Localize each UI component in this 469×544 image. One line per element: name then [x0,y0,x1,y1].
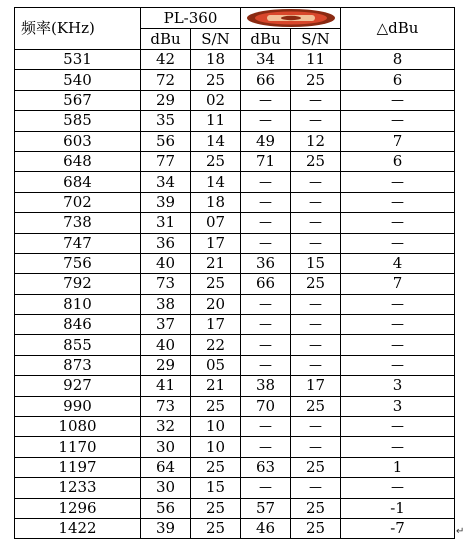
model-b-sn-cell: — [291,111,341,131]
delta-dbu-cell: — [341,335,455,355]
model-b-sn-cell: — [291,213,341,233]
table-row [15,498,455,518]
model-b-sn-cell: 15 [291,253,341,273]
model-b-sn-cell: 25 [291,151,341,171]
model-b-sn-cell: 25 [291,396,341,416]
model-a-sn-cell: 25 [191,151,241,171]
model-b-dbu-cell: 66 [241,274,291,294]
model-a-sn-cell: 07 [191,213,241,233]
model-b-dbu-cell: — [241,172,291,192]
table-body [15,50,455,539]
model-a-dbu-cell: 40 [141,253,191,273]
model-b-dbu-cell: 34 [241,50,291,70]
model-b-dbu-cell: 46 [241,518,291,538]
radio-brand-logo-icon [241,8,340,28]
model-b-dbu-cell: 71 [241,151,291,171]
frequency-cell: 1170 [15,437,141,457]
table-row [15,253,455,273]
model-a-sn-cell: 02 [191,90,241,110]
table-row [15,457,455,477]
delta-dbu-cell: 1 [341,457,455,477]
model-a-dbu-cell: 56 [141,498,191,518]
frequency-cell: 603 [15,131,141,151]
frequency-cell: 990 [15,396,141,416]
model-a-dbu-cell: 29 [141,90,191,110]
model-b-sn-cell: 17 [291,376,341,396]
model-b-sn-cell: — [291,294,341,314]
table-row [15,376,455,396]
frequency-cell: 873 [15,355,141,375]
table-row [15,274,455,294]
table-row [15,90,455,110]
table-row [15,335,455,355]
model-b-dbu-cell: — [241,90,291,110]
model-a-sn-cell: 20 [191,294,241,314]
model-b-dbu-cell: — [241,478,291,498]
model-b-sn-cell: — [291,437,341,457]
frequency-cell: 1422 [15,518,141,538]
frequency-cell: 585 [15,111,141,131]
delta-dbu-cell: — [341,355,455,375]
model-b-sn-cell: — [291,233,341,253]
table-row [15,131,455,151]
delta-dbu-cell: — [341,478,455,498]
model-a-sn-cell: 25 [191,518,241,538]
header-row-top [15,8,455,29]
model-b-dbu-cell: — [241,437,291,457]
model-b-dbu-cell: 36 [241,253,291,273]
model-a-dbu-cell: 37 [141,315,191,335]
model-a-sn-cell: 11 [191,111,241,131]
table-row [15,151,455,171]
model-b-sn-cell: 25 [291,518,341,538]
model-a-dbu-cell: 38 [141,294,191,314]
model-a-sn-cell: 17 [191,233,241,253]
delta-dbu-cell: — [341,437,455,457]
model-a-sn-cell: 15 [191,478,241,498]
delta-dbu-cell: — [341,294,455,314]
model-a-sn-header: S/N [191,29,241,50]
delta-dbu-cell: — [341,90,455,110]
frequency-cell: 855 [15,335,141,355]
model-a-dbu-cell: 39 [141,518,191,538]
delta-dbu-cell: 4 [341,253,455,273]
model-a-sn-cell: 10 [191,437,241,457]
frequency-measurement-table [14,7,455,539]
model-a-sn-cell: 10 [191,417,241,437]
model-b-sn-cell: 12 [291,131,341,151]
model-a-sn-cell: 18 [191,50,241,70]
model-a-sn-cell: 25 [191,396,241,416]
model-b-sn-cell: — [291,315,341,335]
model-a-dbu-cell: 36 [141,233,191,253]
frequency-column-header: 频率(KHz) [15,8,141,50]
model-a-dbu-cell: 72 [141,70,191,90]
delta-dbu-cell: — [341,192,455,212]
model-a-sn-cell: 25 [191,457,241,477]
model-a-header: PL-360 [141,8,241,29]
model-a-dbu-cell: 64 [141,457,191,477]
model-b-sn-cell: — [291,192,341,212]
frequency-cell: 810 [15,294,141,314]
frequency-cell: 702 [15,192,141,212]
frequency-table-sheet [14,7,454,539]
table-row [15,355,455,375]
frequency-cell: 747 [15,233,141,253]
table-row [15,213,455,233]
model-a-sn-cell: 14 [191,172,241,192]
delta-dbu-cell: 6 [341,70,455,90]
model-b-dbu-cell: — [241,111,291,131]
model-b-sn-cell: — [291,478,341,498]
delta-dbu-cell: — [341,213,455,233]
table-row [15,417,455,437]
frequency-cell: 567 [15,90,141,110]
frequency-cell: 1197 [15,457,141,477]
model-b-dbu-cell: 57 [241,498,291,518]
model-a-dbu-cell: 29 [141,355,191,375]
model-a-dbu-cell: 41 [141,376,191,396]
model-b-dbu-cell: — [241,315,291,335]
model-b-sn-cell: — [291,90,341,110]
model-a-sn-cell: 25 [191,274,241,294]
table-row [15,70,455,90]
frequency-cell: 738 [15,213,141,233]
model-a-sn-cell: 18 [191,192,241,212]
model-a-sn-cell: 22 [191,335,241,355]
model-b-dbu-cell: 49 [241,131,291,151]
delta-column-header [341,8,455,50]
model-a-dbu-cell: 31 [141,213,191,233]
delta-dbu-cell: 8 [341,50,455,70]
table-row [15,437,455,457]
model-a-sn-cell: 05 [191,355,241,375]
table-row [15,294,455,314]
model-b-dbu-cell: 66 [241,70,291,90]
model-a-sn-cell: 25 [191,498,241,518]
table-row [15,478,455,498]
model-b-sn-cell: — [291,417,341,437]
model-b-header [241,8,341,29]
frequency-cell: 1233 [15,478,141,498]
model-b-dbu-cell: — [241,335,291,355]
frequency-cell: 1080 [15,417,141,437]
paragraph-mark: ↵ [456,526,465,537]
model-b-dbu-cell: — [241,417,291,437]
model-a-sn-cell: 21 [191,376,241,396]
model-a-dbu-cell: 35 [141,111,191,131]
delta-unit-label: dBu [388,19,419,37]
model-b-dbu-cell: — [241,355,291,375]
model-b-dbu-cell: — [241,213,291,233]
model-a-dbu-cell: 77 [141,151,191,171]
model-b-dbu-cell: — [241,233,291,253]
frequency-cell: 540 [15,70,141,90]
frequency-cell: 927 [15,376,141,396]
delta-dbu-cell: 3 [341,376,455,396]
model-b-sn-cell: 25 [291,274,341,294]
frequency-cell: 756 [15,253,141,273]
model-a-dbu-cell: 56 [141,131,191,151]
model-a-sn-cell: 21 [191,253,241,273]
model-a-dbu-cell: 34 [141,172,191,192]
table-row [15,233,455,253]
model-b-sn-cell: 25 [291,70,341,90]
frequency-cell: 531 [15,50,141,70]
model-a-dbu-cell: 42 [141,50,191,70]
delta-dbu-cell: — [341,417,455,437]
frequency-cell: 846 [15,315,141,335]
model-a-dbu-cell: 30 [141,478,191,498]
model-a-dbu-cell: 73 [141,274,191,294]
model-b-dbu-cell: 70 [241,396,291,416]
model-a-dbu-cell: 40 [141,335,191,355]
model-b-dbu-header: dBu [241,29,291,50]
model-b-sn-cell: — [291,335,341,355]
delta-dbu-cell: 7 [341,274,455,294]
frequency-cell: 792 [15,274,141,294]
model-b-dbu-cell: 63 [241,457,291,477]
model-b-sn-cell: 25 [291,457,341,477]
table-row [15,396,455,416]
table-row [15,111,455,131]
model-a-dbu-cell: 39 [141,192,191,212]
model-b-sn-cell: 11 [291,50,341,70]
model-b-dbu-cell: — [241,294,291,314]
delta-dbu-cell: — [341,172,455,192]
model-a-sn-cell: 25 [191,70,241,90]
model-b-sn-cell: 25 [291,498,341,518]
model-a-dbu-header: dBu [141,29,191,50]
delta-dbu-cell: — [341,315,455,335]
delta-dbu-cell: -1 [341,498,455,518]
table-row [15,518,455,538]
model-a-sn-cell: 14 [191,131,241,151]
table-row [15,315,455,335]
model-b-sn-cell: — [291,355,341,375]
model-b-dbu-cell: — [241,192,291,212]
delta-dbu-cell: — [341,111,455,131]
frequency-cell: 648 [15,151,141,171]
triangle-delta-icon: △ [376,19,389,37]
table-row [15,50,455,70]
delta-dbu-cell: -7 [341,518,455,538]
delta-dbu-cell: — [341,233,455,253]
model-b-sn-cell: — [291,172,341,192]
model-a-dbu-cell: 73 [141,396,191,416]
delta-dbu-cell: 6 [341,151,455,171]
delta-dbu-cell: 7 [341,131,455,151]
table-row [15,192,455,212]
table-row [15,172,455,192]
delta-dbu-cell: 3 [341,396,455,416]
model-a-dbu-cell: 30 [141,437,191,457]
model-b-sn-header: S/N [291,29,341,50]
model-b-dbu-cell: 38 [241,376,291,396]
frequency-cell: 684 [15,172,141,192]
model-a-sn-cell: 17 [191,315,241,335]
model-a-dbu-cell: 32 [141,417,191,437]
frequency-cell: 1296 [15,498,141,518]
